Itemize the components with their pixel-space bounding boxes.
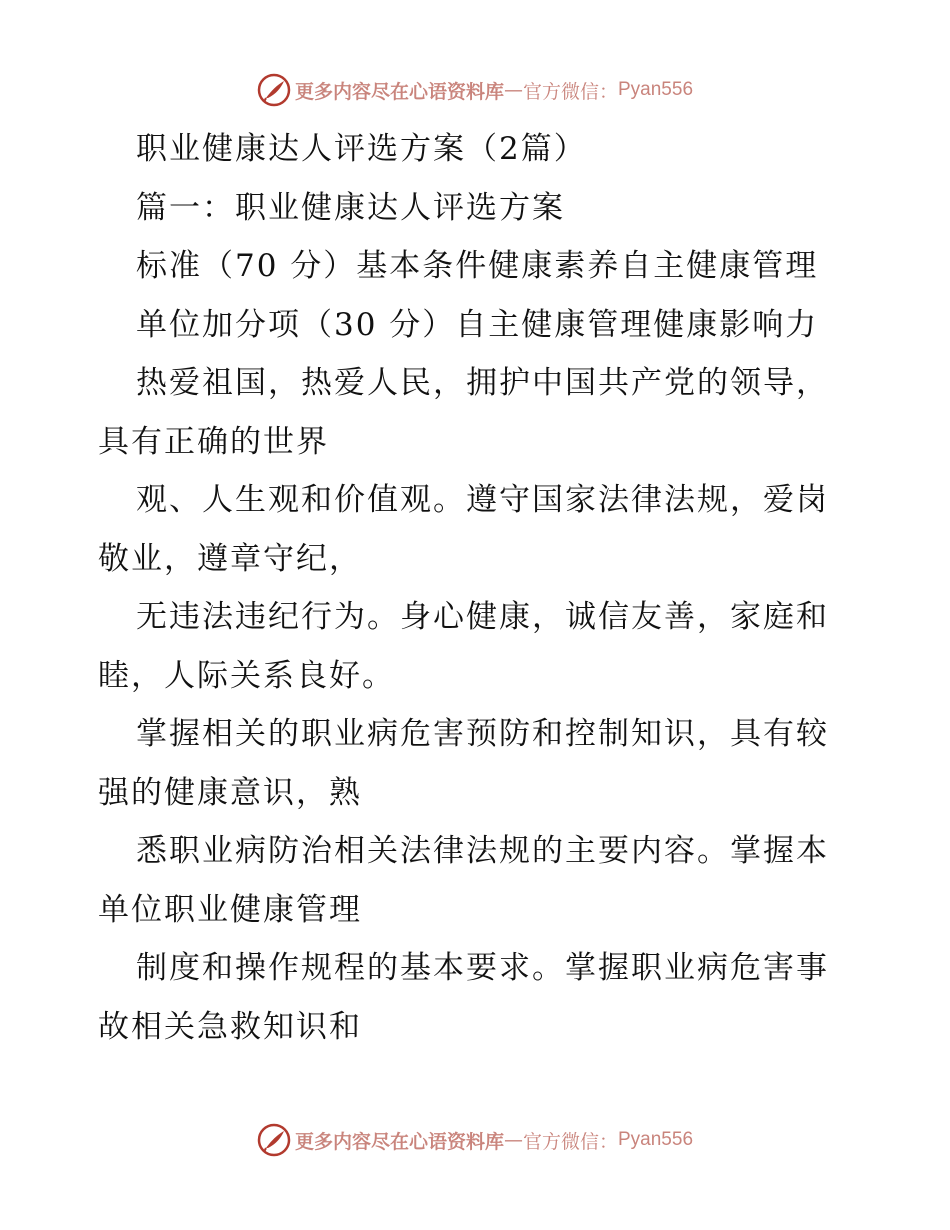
footer-watermark — [0, 1120, 950, 1160]
paragraph-7: 掌握相关的职业病危害预防和控制知识，具有较强的健康意识，熟 — [98, 716, 829, 811]
paragraph-1: 篇一：职业健康达人评选方案 — [136, 189, 565, 226]
paragraph-4: 热爱祖国，热爱人民，拥护中国共产党的领导，具有正确的世界 — [98, 365, 829, 460]
paragraph-8: 悉职业病防治相关法律法规的主要内容。掌握本单位职业健康管理 — [98, 833, 829, 928]
header-watermark — [0, 70, 950, 110]
paragraph-5: 观、人生观和价值观。遵守国家法律法规，爱岗敬业，遵章守纪， — [98, 482, 829, 577]
watermark-wechat-id: Pyan556 — [618, 79, 694, 100]
watermark-site-text: 更多内容尽在心语资料库 — [294, 80, 504, 103]
paragraph-3: 单位加分项（30 分）自主健康管理健康影响力 — [136, 306, 819, 343]
paragraph-6: 无违法违纪行为。身心健康，诚信友善，家庭和睦，人际关系良好。 — [98, 599, 829, 694]
watermark-separator: — — [503, 1129, 523, 1151]
feather-pen-logo-icon — [257, 73, 291, 107]
watermark-wechat-id: Pyan556 — [618, 1129, 694, 1150]
paragraph-9: 制度和操作规程的基本要求。掌握职业病危害事故相关急救知识和 — [98, 950, 829, 1045]
document-body — [98, 120, 853, 1056]
watermark-label: 官方微信： — [522, 1130, 618, 1153]
paragraph-2: 标准（70 分）基本条件健康素养自主健康管理 — [136, 248, 819, 284]
watermark-separator: — — [503, 79, 523, 101]
feather-pen-logo-icon — [257, 1123, 291, 1157]
watermark-label: 官方微信： — [522, 80, 618, 103]
watermark-site-text: 更多内容尽在心语资料库 — [294, 1130, 504, 1153]
document-title: 职业健康达人评选方案（2篇） — [136, 131, 587, 167]
